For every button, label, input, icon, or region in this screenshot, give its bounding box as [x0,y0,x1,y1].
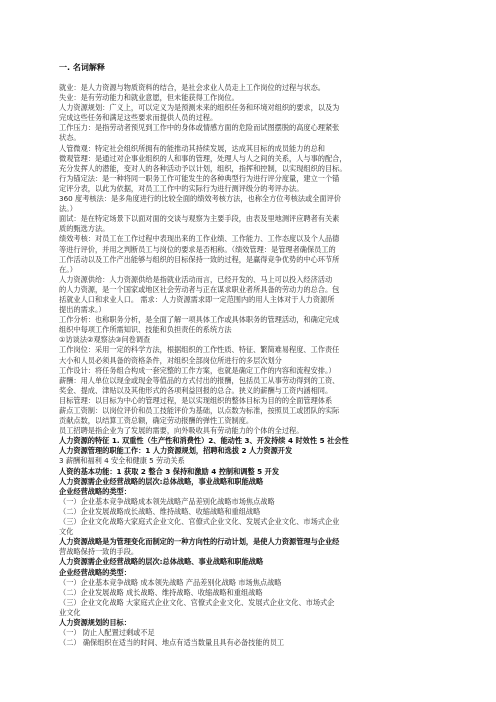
text-line: 人力资源规划：广义上，可以定义为是预测未来的组织任务和环境对组织的要求，以及为 [59,103,340,113]
text-line: （三）企业文化战略 大家庭式企业文化、官僚式企业文化、发展式企业文化、市场式企 [59,597,335,607]
text-line: 业文化 [59,607,81,617]
text-line: 营战略保持一致的手段。 [59,547,139,557]
text-line: 提出的需求。） [59,305,106,315]
text-line: 奖金、提成、津贴以及其他形式的各项利益回报的总合。狭义的薪酬与工资内涵相同。 [59,385,333,395]
heading-line: 人力资源规划的目标： [59,617,131,627]
text-line: 法。） [59,204,77,214]
text-line: 360 度考核法：是多角度进行的比较全面的绩效考核方法，也称全方位考核法或全面评价 [59,194,341,204]
text-line: 行为锚定法：是一种将同一职务工作可能发生的各种典型行为进行评分度量，建立一个锚 [59,173,340,183]
heading-line: 人力资源需企业经营战略的层次:总体战略，事业战略和职能战略 [59,476,264,486]
text-line: 工作压力：是指劳动者预见到工作中的身体或情感方面的危险而试图摆脱的高度心理紧张 [59,123,340,133]
heading-line: 人力资源的特征 1. 双重性（生产性和消费性）2、能动性 3、开发持续 4 时效性 5 社会性 [59,436,349,446]
text-line: 组织中每项工作所需知识、技能和负担责任的系统方法 [59,325,232,335]
text-line: 工作岗位：采用一定的科学方法，根据组织的工作性质、特征、繁简难易程度、工作责任 [59,345,340,355]
text-line: （二）企业发展战略成长战略、维持战略、收缩战略和重组战略 [59,506,261,516]
text-line: 工作分析：也称职务分析，是全面了解一项具体工作或具体职务的管理活动，和确定完成 [59,315,340,325]
text-line: 的人力资源，是一个国家或地区社会劳动者与正在谋求职业者所具备的劳动力的总合。包 [59,284,340,294]
text-line: 在。） [59,264,77,274]
text-line: 员工招聘是指企业为了发展的需要，向外吸收具有劳动能力的个体的全过程。 [59,426,304,436]
text-line: 3 薪酬和福利 4 安全和健康 5 劳动关系 [59,456,185,466]
text-line: 完成这些任务和满足这些要求而提供人员的过程。 [59,113,218,123]
text-line: 等进行评价，并用之判断员工与岗位的要求是否相称。（绩效管理：是管理者确保员工的 [59,244,336,254]
text-line: 就业：是人力资源与物质资料的结合，是社会求业人员走上工作岗位的过程与状态。 [59,83,325,92]
heading-line: 企业经营战略的类型： [59,567,131,577]
text-line: 人管微观：特定社会组织所拥有的能推动其持续发展，达成其目标的成员能力的总和 [59,143,325,153]
text-line: 文化 [59,527,74,537]
text-line: 薪酬：用人单位以现金或现金等值品的方式付出的报酬，包括员工从事劳动得到的工资、 [59,375,340,385]
text-line: 状态。 [59,133,81,143]
text-line: 大小和人员必须具备的资格条件，对组织全部岗位所进行的多层次划分 [59,355,282,365]
text-line: （三）企业文化战略大家庭式企业文化、官僚式企业文化、发展式企业文化、市场式企业 [59,517,340,527]
text-line: 目标管理：以目标为中心的管理过程，是以实现组织的整体目标为目的的全面管理体系 [59,395,333,405]
heading-line: 企业经营战略的类型： [59,486,131,496]
text-line: 失业：是有劳动能力和就业意愿，但未能获得工作岗位。 [59,93,239,103]
text-line: （二） 确保组织在适当的时间、地点有适当数量且具有必备技能的员工 [59,638,285,648]
heading-line: 人资的基本功能：1 获取 2 整合 3 保持和激励 4 控制和调整 5 开发 [59,466,280,476]
text-line: （一）企业基本竞争战略 成本领先战略 产品差别化战略 市场焦点战略 [59,577,282,587]
document-lines [59,83,452,648]
text-line: 微观管理：是通过对企事业组织的人和事的管理，处理人与人之间的关系，人与事的配合， [59,153,347,163]
text-line: （一） 防止人配置过剩或不足 [59,628,155,638]
text-line: 贡献点数，以结算工资总额，确定劳动报酬的弹性工资制度。 [59,416,254,426]
text-line: 工作设计：将任务组合构成一套完整的工作方案，也就是确定工作的内容和流程安排。） [59,365,336,375]
heading-line: 人力资源需企业经营战略的层次:总体战略、事业战略和职能战略 [59,557,264,567]
text-line: 人力资源供给：人力资源供给是指就业活动而言，已经开发的、马上可以投入经济活动 [59,274,333,284]
heading-line: 人力资源管理的职能工作：1 人力资源规划，招聘和选拔 2 人力资源开发 [59,446,293,456]
text-line: 面试：是在特定场景下以面对面的交谈与观察为主要手段，由表及里地测评应聘者有关素 [59,214,340,224]
text-line: 括就业人口和求业人口。 需求：人力资源需求即一定范围内的用人主体对于人力资源所 [59,294,335,304]
text-line: 工作活动以及工作产出能够与组织的目标保持一致的过程，是赢得竞争优势的中心环节所 [59,254,340,264]
document-body [59,62,452,648]
text-line: 质的甄选方法。 [59,224,110,234]
text-line: （二）企业发展战略 成长战略、维持战略、收缩战略和重组战略 [59,587,263,597]
section-title: 一. 名词解释 [59,63,105,72]
text-line: （一）企业基本竞争战略成本领先战略产品差别化战略市场焦点战略 [59,496,275,506]
text-line: 定评分表，以此为依据，对员工工作中的实际行为进行测评级分的考评办法。 [59,183,304,193]
text-line: 绩效考核：对员工在工作过程中表现出来的工作业绩、工作能力、工作态度以及个人品德 [59,234,340,244]
heading-line: 人力资源战略是为管理变化而制定的一种方向性的行动计划，是使人力资源管理与企业经 [59,537,340,547]
text-line: ①访谈法②观察法③问卷调查 [59,335,151,345]
text-line: 薪点工资制：以岗位评价和员工技能评价为基础，以点数为标准，按照员工或团队的实际 [59,406,340,415]
text-line: 充分发挥人的潜能，变对人的各种活动予以计划，组织，指挥和控制，以实现组织的目标。 [59,163,347,173]
